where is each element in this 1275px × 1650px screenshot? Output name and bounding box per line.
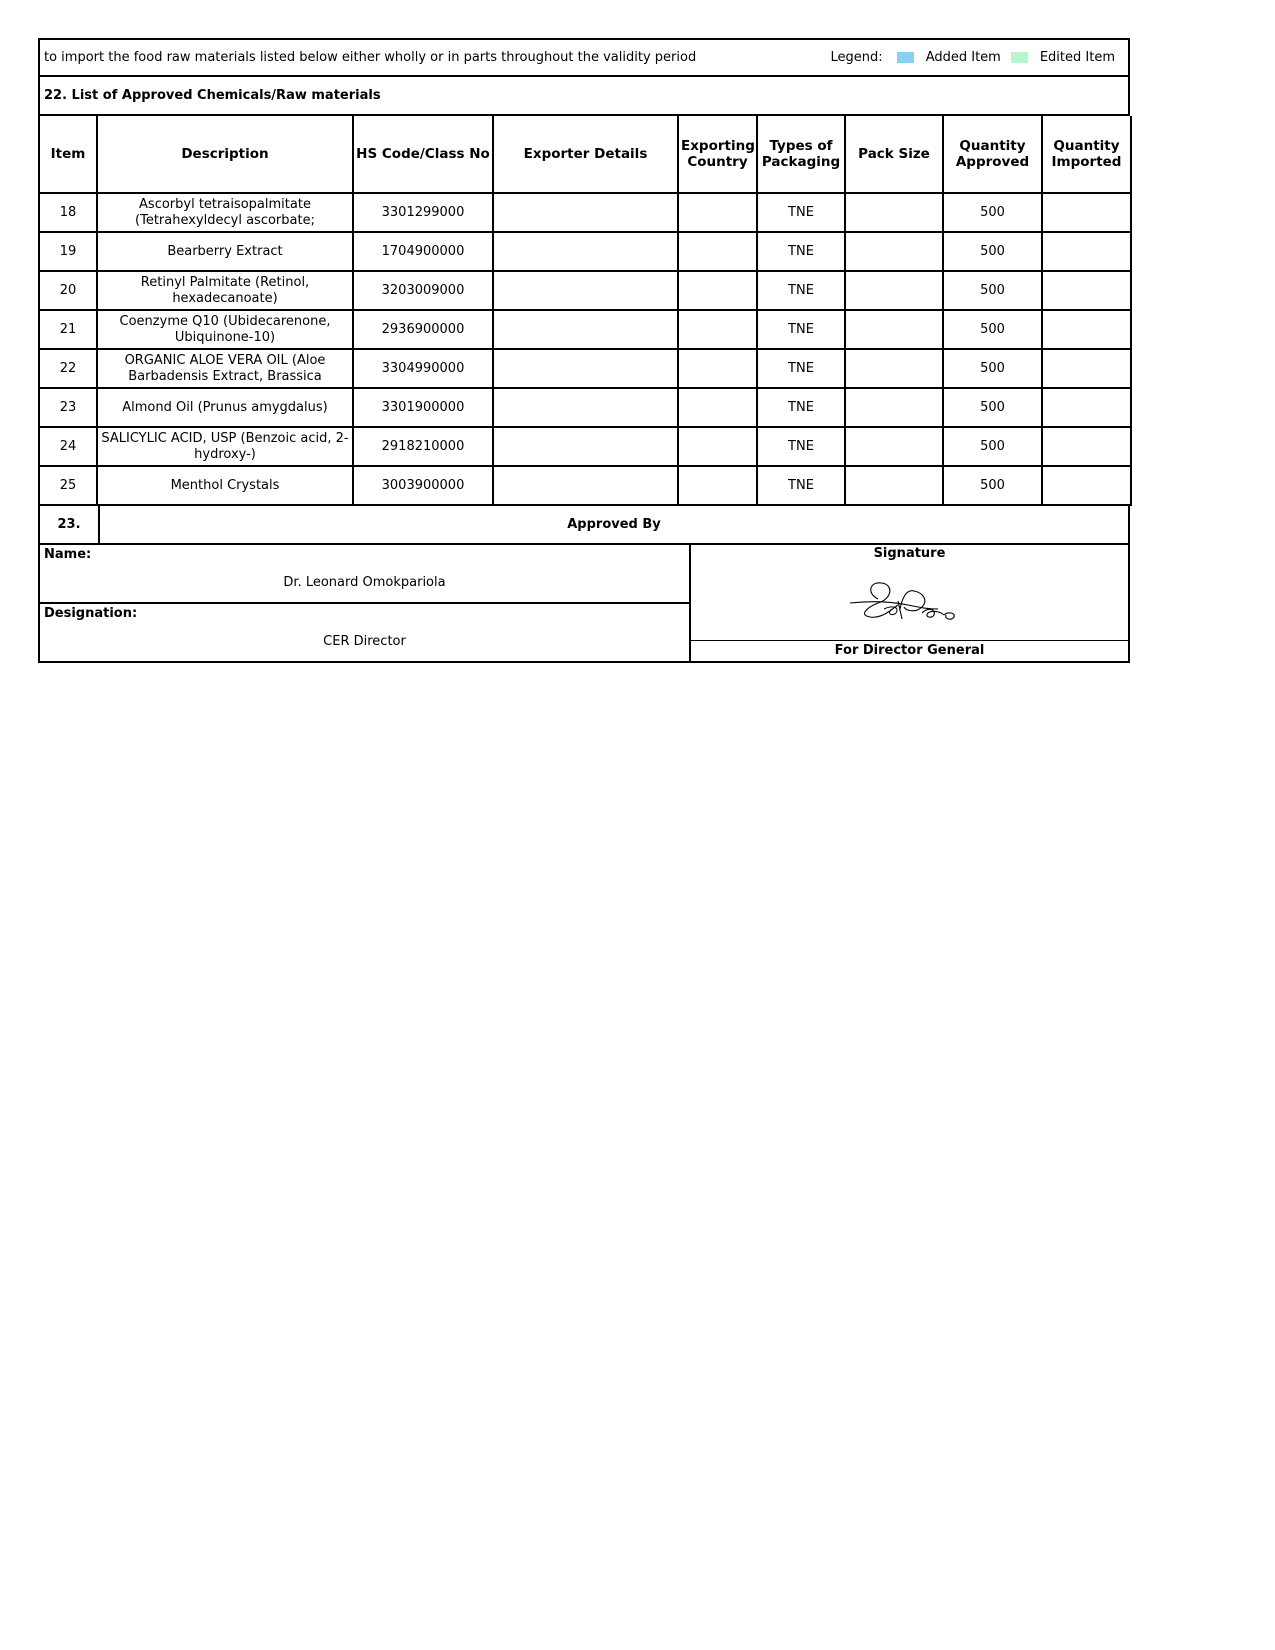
- designation-value: CER Director: [323, 634, 406, 649]
- legend-edited-swatch: [1011, 52, 1028, 63]
- signature-cell: [691, 545, 1128, 661]
- legend-label: Legend:: [830, 50, 883, 65]
- hs-code-cell: 3301900000: [353, 388, 493, 427]
- country-cell: [678, 466, 757, 505]
- intro-bar: [38, 38, 1130, 77]
- item-cell: 24: [39, 427, 97, 466]
- hs-code-cell: 3003900000: [353, 466, 493, 505]
- quantity-approved-cell: 500: [943, 193, 1042, 232]
- pack-size-cell: [845, 466, 943, 505]
- description-cell: SALICYLIC ACID, USP (Benzoic acid, 2-hydroxy-): [97, 427, 353, 466]
- pack-size-cell: [845, 388, 943, 427]
- table-row: [39, 349, 1131, 388]
- table-row: [39, 427, 1131, 466]
- description-cell: Menthol Crystals: [97, 466, 353, 505]
- legend: [831, 50, 1124, 65]
- table-row: [39, 466, 1131, 505]
- header-hs-code: HS Code/Class No: [353, 116, 493, 193]
- country-cell: [678, 193, 757, 232]
- handwritten-signature: [848, 579, 968, 625]
- description-cell: Bearberry Extract: [97, 232, 353, 271]
- packaging-cell: TNE: [757, 466, 845, 505]
- header-quantity-approved: Quantity Approved: [943, 116, 1042, 193]
- quantity-approved-cell: 500: [943, 388, 1042, 427]
- quantity-imported-cell: [1042, 466, 1131, 505]
- description-cell: Retinyl Palmitate (Retinol, hexadecanoate): [97, 271, 353, 310]
- exporter-cell: [493, 232, 678, 271]
- quantity-approved-cell: 500: [943, 310, 1042, 349]
- name-value: Dr. Leonard Omokpariola: [283, 575, 446, 590]
- table-row: [39, 271, 1131, 310]
- country-cell: [678, 427, 757, 466]
- table-row: [39, 310, 1131, 349]
- legend-added-label: Added Item: [925, 50, 1001, 65]
- packaging-cell: TNE: [757, 427, 845, 466]
- table-row: [39, 232, 1131, 271]
- hs-code-cell: 3304990000: [353, 349, 493, 388]
- description-cell: Ascorbyl tetraisopalmitate (Tetrahexyldecyl ascorbate;: [97, 193, 353, 232]
- exporter-cell: [493, 349, 678, 388]
- item-cell: 22: [39, 349, 97, 388]
- approved-by-title: Approved By: [567, 517, 661, 532]
- exporter-cell: [493, 193, 678, 232]
- item-cell: 25: [39, 466, 97, 505]
- country-cell: [678, 271, 757, 310]
- exporter-cell: [493, 427, 678, 466]
- quantity-approved-cell: 500: [943, 349, 1042, 388]
- quantity-approved-cell: 500: [943, 271, 1042, 310]
- hs-code-cell: 3301299000: [353, 193, 493, 232]
- item-cell: 20: [39, 271, 97, 310]
- quantity-imported-cell: [1042, 349, 1131, 388]
- hs-code-cell: 3203009000: [353, 271, 493, 310]
- quantity-imported-cell: [1042, 310, 1131, 349]
- quantity-imported-cell: [1042, 271, 1131, 310]
- legend-added-swatch: [897, 52, 914, 63]
- country-cell: [678, 349, 757, 388]
- table-row: [39, 193, 1131, 232]
- table-body: [39, 193, 1131, 505]
- pack-size-cell: [845, 349, 943, 388]
- name-label: Name:: [44, 547, 92, 562]
- header-quantity-imported: Quantity Imported: [1042, 116, 1131, 193]
- pack-size-cell: [845, 427, 943, 466]
- country-cell: [678, 232, 757, 271]
- intro-text: to import the food raw materials listed below either wholly or in parts throughout the validity period: [44, 50, 697, 65]
- header-exporting-country: Exporting Country: [678, 116, 757, 193]
- description-cell: ORGANIC ALOE VERA OIL (Aloe Barbadensis Extract, Brassica: [97, 349, 353, 388]
- header-description: Description: [97, 116, 353, 193]
- hs-code-cell: 1704900000: [353, 232, 493, 271]
- quantity-approved-cell: 500: [943, 466, 1042, 505]
- item-cell: 19: [39, 232, 97, 271]
- description-cell: Coenzyme Q10 (Ubidecarenone, Ubiquinone-10): [97, 310, 353, 349]
- approval-document: [38, 38, 1130, 663]
- approved-by-row: [38, 506, 1130, 545]
- signature-footer: For Director General: [691, 640, 1128, 661]
- quantity-approved-cell: 500: [943, 232, 1042, 271]
- table-header-row: [39, 116, 1131, 193]
- hs-code-cell: 2936900000: [353, 310, 493, 349]
- header-pack-size: Pack Size: [845, 116, 943, 193]
- country-cell: [678, 310, 757, 349]
- exporter-cell: [493, 388, 678, 427]
- legend-edited-label: Edited Item: [1039, 50, 1115, 65]
- approver-details: [40, 545, 691, 661]
- hs-code-cell: 2918210000: [353, 427, 493, 466]
- pack-size-cell: [845, 310, 943, 349]
- exporter-cell: [493, 466, 678, 505]
- signature-label: Signature: [873, 546, 946, 561]
- designation-cell: [40, 604, 689, 661]
- pack-size-cell: [845, 271, 943, 310]
- signature-block: [38, 545, 1130, 663]
- section-title: 22. List of Approved Chemicals/Raw materials: [38, 77, 1130, 116]
- item-cell: 21: [39, 310, 97, 349]
- pack-size-cell: [845, 232, 943, 271]
- designation-label: Designation:: [44, 606, 138, 621]
- pack-size-cell: [845, 193, 943, 232]
- packaging-cell: TNE: [757, 271, 845, 310]
- materials-table: [38, 116, 1132, 506]
- packaging-cell: TNE: [757, 310, 845, 349]
- packaging-cell: TNE: [757, 388, 845, 427]
- quantity-imported-cell: [1042, 193, 1131, 232]
- packaging-cell: TNE: [757, 349, 845, 388]
- quantity-approved-cell: 500: [943, 427, 1042, 466]
- item-cell: 23: [39, 388, 97, 427]
- header-item: Item: [39, 116, 97, 193]
- country-cell: [678, 388, 757, 427]
- name-cell: [40, 545, 689, 604]
- item-cell: 18: [39, 193, 97, 232]
- packaging-cell: TNE: [757, 232, 845, 271]
- quantity-imported-cell: [1042, 388, 1131, 427]
- table-row: [39, 388, 1131, 427]
- approved-section-number: 23.: [40, 506, 100, 543]
- header-exporter-details: Exporter Details: [493, 116, 678, 193]
- exporter-cell: [493, 271, 678, 310]
- exporter-cell: [493, 310, 678, 349]
- description-cell: Almond Oil (Prunus amygdalus): [97, 388, 353, 427]
- packaging-cell: TNE: [757, 193, 845, 232]
- header-types-of-packaging: Types of Packaging: [757, 116, 845, 193]
- quantity-imported-cell: [1042, 232, 1131, 271]
- quantity-imported-cell: [1042, 427, 1131, 466]
